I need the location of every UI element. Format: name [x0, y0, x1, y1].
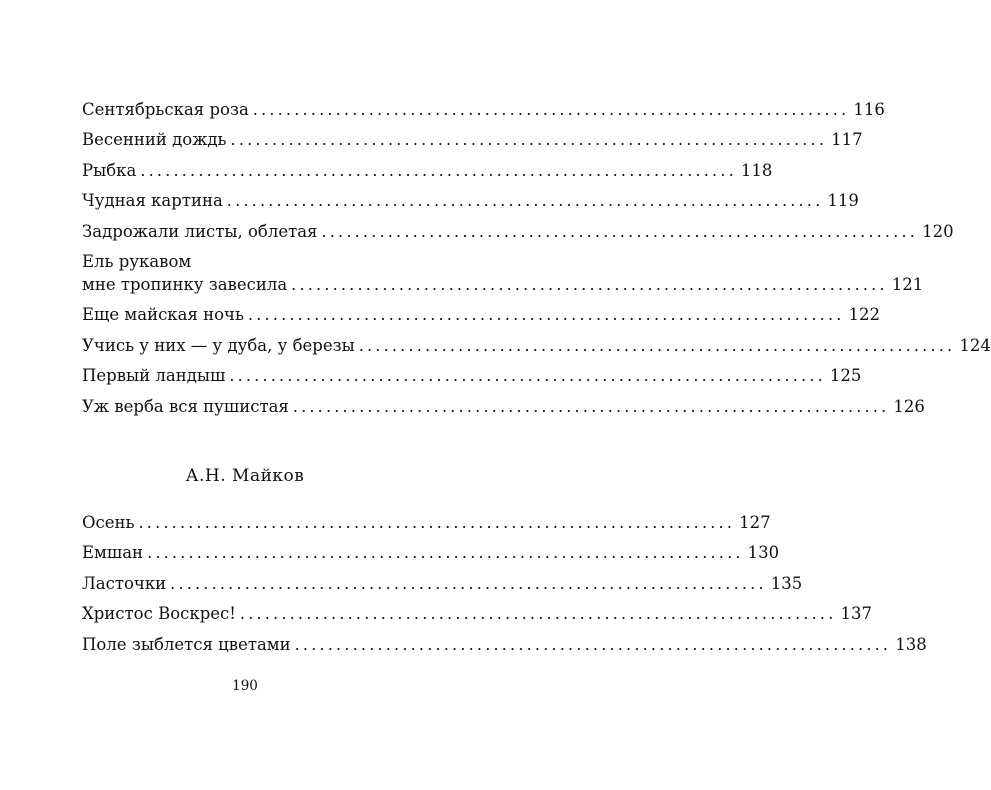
toc-entry-title: Учись у них — у дуба, у березы [82, 335, 355, 355]
toc-entry-title: Ласточки [82, 573, 167, 593]
leader-dots: ........................................................................ [147, 543, 744, 563]
toc-entry [82, 364, 862, 387]
toc-entry-title: Уж верба вся пушистая [82, 396, 289, 416]
page-number: 190 [232, 678, 258, 694]
toc-entry-title: Осень [82, 513, 135, 532]
toc-entry-page: 130 [747, 543, 780, 563]
leader-dots: ........................................................................ [230, 130, 828, 150]
toc-entry [82, 541, 780, 564]
toc-entry-title: Еще майская ночь [82, 305, 244, 325]
toc-entry-page: 135 [770, 573, 803, 593]
leader-dots: ........................................................................ [321, 221, 919, 241]
toc-entry-title: Сентябрьская роза [82, 100, 249, 119]
toc-entry-title: Емшан [82, 543, 144, 563]
toc-section-2 [82, 511, 927, 663]
toc-entry-page: 119 [827, 191, 859, 211]
toc-entry [82, 189, 859, 212]
toc-entry [82, 128, 863, 151]
toc-entry [82, 220, 954, 243]
leader-dots: ........................................................................ [291, 274, 888, 294]
author-heading: А.Н. Майков [185, 466, 305, 486]
toc-entry-page: 118 [740, 160, 773, 180]
leader-dots: ........................................................................ [292, 396, 890, 416]
toc-entry [82, 98, 885, 121]
toc-entry-page: 117 [831, 130, 863, 150]
toc-entry [82, 633, 927, 656]
toc-entry [82, 334, 991, 357]
leader-dots: ........................................................................ [239, 604, 837, 624]
toc-section-1 [82, 98, 991, 425]
toc-entry-title: Чудная картина [82, 191, 223, 211]
toc-entry-title: Задрожали листы, облетая [82, 221, 318, 241]
leader-dots: ........................................................................ [170, 573, 767, 593]
toc-entry-title: Первый ландыш [82, 366, 226, 386]
toc-entry [82, 303, 881, 326]
leader-dots: ........................................................................ [226, 191, 824, 211]
leader-dots: ........................................................................ [252, 100, 850, 119]
toc-entry-title: Христос Воскрес! [82, 604, 236, 624]
toc-entry-page: 137 [840, 604, 872, 624]
toc-entry-page: 122 [848, 305, 881, 325]
toc-entry-page: 124 [959, 335, 991, 355]
toc-entry [82, 250, 924, 296]
leader-dots: ........................................................................ [247, 305, 845, 325]
leader-dots: ........................................................................ [294, 634, 892, 654]
leader-dots: ........................................................................ [229, 366, 826, 386]
toc-entry [82, 602, 872, 625]
leader-dots: ........................................................................ [358, 335, 956, 355]
toc-entry [82, 159, 773, 182]
toc-entry-page: 126 [893, 396, 925, 416]
toc-entry-title-line1: Ель рукавом [82, 251, 192, 271]
toc-entry [82, 395, 925, 418]
toc-entry-page: 125 [829, 366, 862, 386]
toc-entry [82, 511, 771, 534]
toc-entry [82, 572, 803, 595]
toc-entry-title: Весенний дождь [82, 130, 227, 150]
toc-entry-title-line2: мне тропинку завесила [82, 274, 288, 294]
toc-entry-page: 138 [895, 634, 927, 654]
toc-entry-second-line [82, 273, 924, 296]
toc-entry-title: Поле зыблется цветами [82, 634, 291, 654]
toc-entry-page: 127 [739, 513, 771, 532]
toc-entry-title: Рыбка [82, 160, 137, 180]
toc-entry-page: 116 [853, 100, 885, 119]
leader-dots: ........................................................................ [138, 513, 736, 532]
leader-dots: ........................................................................ [140, 160, 737, 180]
toc-entry-page: 121 [891, 274, 924, 294]
toc-entry-page: 120 [922, 221, 954, 241]
